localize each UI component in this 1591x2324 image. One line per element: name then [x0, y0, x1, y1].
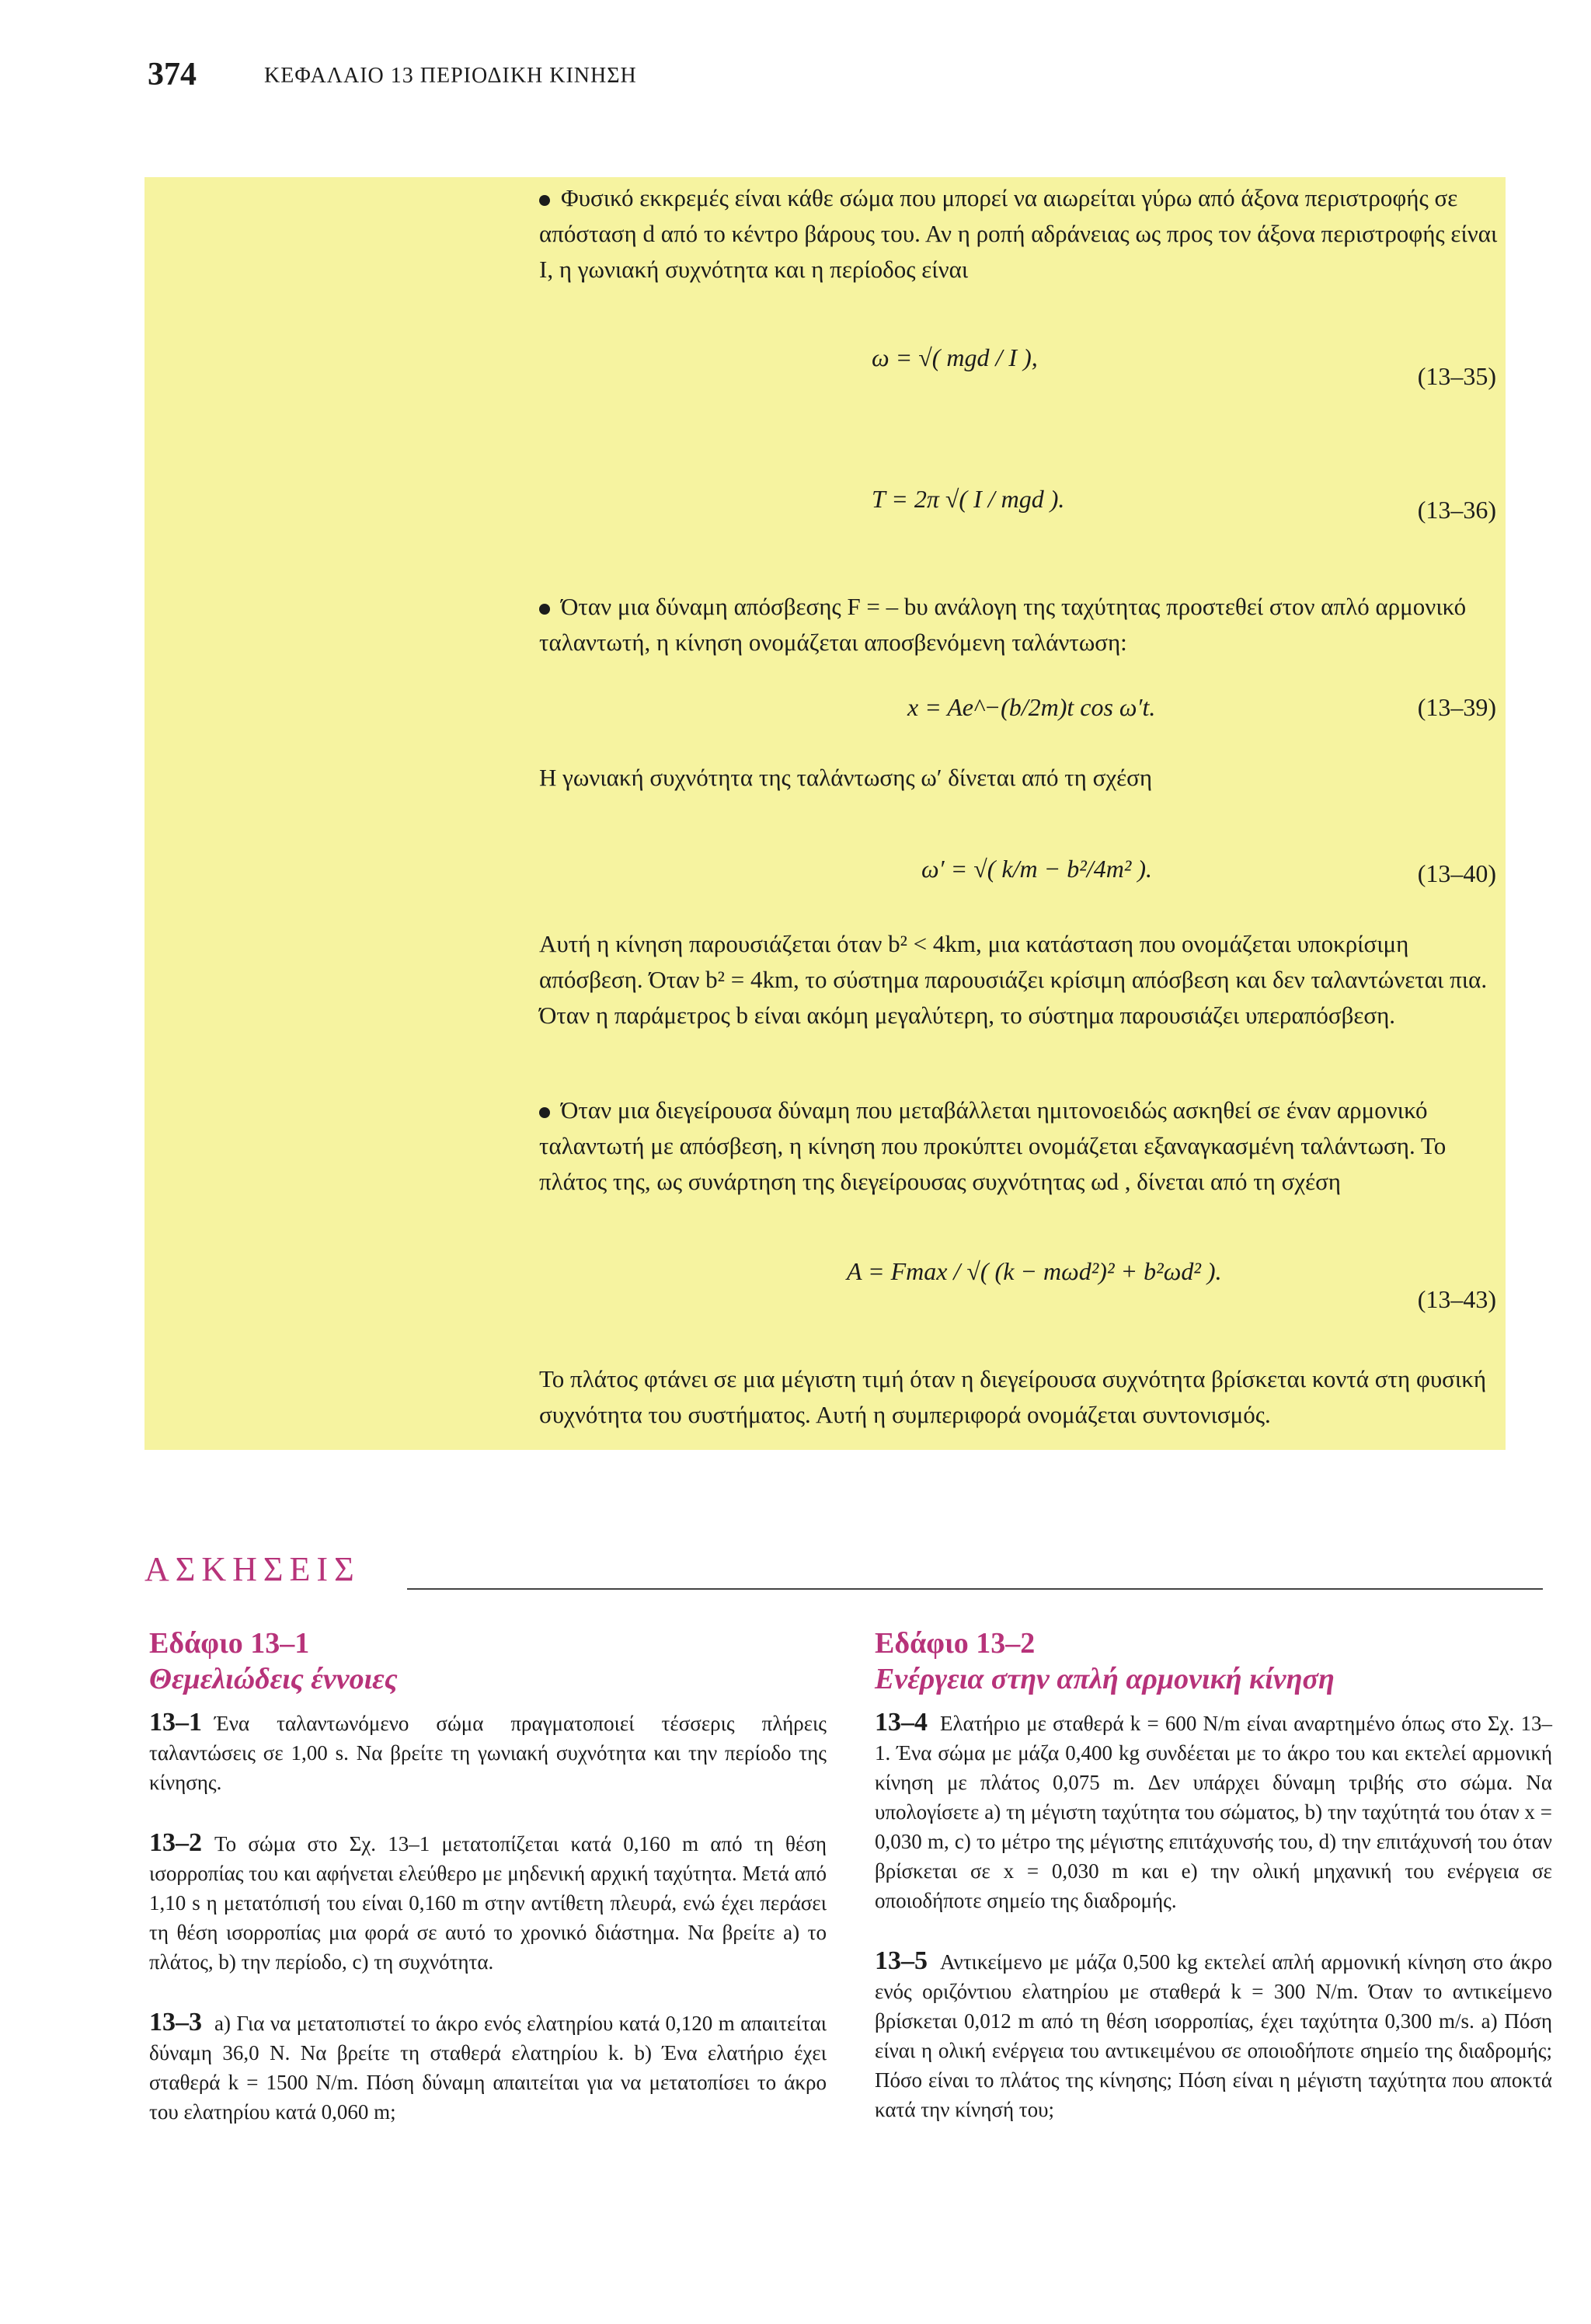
page-number: 374: [148, 57, 197, 92]
summary-paragraph-physical-pendulum: Φυσικό εκκρεμές είναι κάθε σώμα που μπορεί να αιωρείται γύρω από άξονα περιστροφής σε απόσταση d από το κέντρο βάρους του. Αν η ροπή αδράνειας ως προς τον άξονα περιστροφής είναι I, η γωνιακή συχνότητα και η περίοδος είναι: [539, 184, 1498, 283]
section-subheading: Θεμελιώδεις έννοιες: [149, 1663, 398, 1695]
exercise-item: 13–4 Ελατήριο με σταθερά k = 600 N/m είναι αναρτημένο όπως στο Σχ. 13–1. Ένα σώμα με μάζα 0,400 kg συνδέεται με το άκρο του και εκτελεί αρμονική κίνηση με πλάτος 0,075 m. Δεν υπάρχει δύναμη τριβής στο σώμα. Να υπολογίσετε a) τη μέγιστη ταχύτητα του σώματος, b) την ταχύτητά του όταν x = 0,030 m, c) το μέτρο της μέγιστης επιτάχυνσής του, d) την επιτάχυνσή του όταν βρίσκεται σε x = 0,030 m και e) την ολική μηχανική του ενέργεια σε οποιοδήποτε σημείο της διαδρομής.: [875, 1708, 1552, 1912]
equation-number-13-40: (13–40): [1417, 859, 1496, 887]
equation-13-39: x = Ae^−(b/2m)t cos ω′t.: [907, 693, 1156, 721]
header-rule: [407, 1588, 1543, 1590]
exercise-number: 13–3: [149, 2008, 202, 2037]
equation-number-13-39: (13–39): [1417, 693, 1496, 721]
equation-13-35: ω = √( mgd / I ),: [872, 343, 1038, 371]
summary-paragraph-resonance: Το πλάτος φτάνει σε μια μέγιστη τιμή όταν η διεγείρουσα συχνότητα βρίσκεται κοντά στη φυσική συχνότητα του συστήματος. Αυτή η συμπεριφορά ονομάζεται συντονισμός.: [539, 1365, 1487, 1428]
summary-paragraph-forced: Όταν μια διεγείρουσα δύναμη που μεταβάλλεται ημιτονοειδώς ασκηθεί σε έναν αρμονικό ταλαντωτή με απόσβεση, η κίνηση που προκύπτει ονομάζεται εξαναγκασμένη ταλάντωση. Το πλάτος της, ως συνάρτηση της διεγείρουσας συχνότητας ωd , δίνεται από τη σχέση: [539, 1096, 1447, 1195]
exercise-item: 13–3 a) Για να μετατοπιστεί το άκρο ενός ελατηρίου κατά 0,120 m απαιτείται δύναμη 36,0 N. Να βρείτε τη σταθερά ελατηρίου k. b) Ένα ελατήριο έχει σταθερά k = 1500 N/m. Πόση δύναμη απαιτείται για να μετατοπίσει το άκρο του ελατηρίου κατά 0,060 m;: [149, 2008, 827, 2124]
exercise-item: 13–1 Ένα ταλαντωνόμενο σώμα πραγματοποιεί τέσσερις πλήρεις ταλαντώσεις σε 1,00 s. Να βρείτε τη γωνιακή συχνότητα και την περίοδο της κίνησης.: [149, 1708, 827, 1794]
exercises-right-column: [875, 1625, 1552, 2155]
exercises-header: [144, 1549, 1543, 1596]
exercise-number: 13–4: [875, 1708, 928, 1737]
exercises-left-column: [149, 1625, 827, 2158]
equation-13-40: ω′ = √( k/m − b²/4m² ).: [921, 855, 1153, 883]
section-heading: Εδάφιο 13–1: [149, 1627, 310, 1660]
equation-number-13-35: (13–35): [1417, 362, 1496, 390]
exercise-number: 13–5: [875, 1946, 928, 1975]
exercise-item: 13–2 Το σώμα στο Σχ. 13–1 μετατοπίζεται κατά 0,160 m από τη θέση ισορροπίας του και αφήνεται ελεύθερο με μηδενική αρχική ταχύτητα. Μετά από 1,10 s η μετατόπισή του είναι 0,160 m στην αντίθετη πλευρά, ενώ έχει περάσει τη θέση ισορροπίας μια φορά σε αυτό το χρονικό διάστημα. Να βρείτε a) το πλάτος, b) την περίοδο, c) τη συχνότητα.: [149, 1828, 827, 1974]
bullet-icon: [539, 604, 550, 615]
bullet-icon: [539, 1107, 550, 1118]
equation-13-43: A = Fmax / √( (k − mωd²)² + b²ωd² ).: [847, 1257, 1222, 1285]
summary-paragraph-angular-frequency: Η γωνιακή συχνότητα της ταλάντωσης ω′ δίνεται από τη σχέση: [539, 764, 1153, 791]
summary-paragraph-damping-regimes: Αυτή η κίνηση παρουσιάζεται όταν b² < 4km, μια κατάσταση που ονομάζεται υποκρίσιμη απόσβεση. Όταν b² = 4km, το σύστημα παρουσιάζει κρίσιμη απόσβεση και δεν ταλαντώνεται πια. Όταν η παράμετρος b είναι ακόμη μεγαλύτερη, το σύστημα παρουσιάζει υπεραπόσβεση.: [539, 930, 1488, 1029]
section-subheading: Ενέργεια στην απλή αρμονική κίνηση: [875, 1663, 1335, 1695]
exercises-title: ΑΣΚΗΣΕΙΣ: [144, 1550, 360, 1588]
equation-number-13-43: (13–43): [1417, 1285, 1496, 1313]
bullet-icon: [539, 195, 550, 206]
chapter-title: ΚΕΦΑΛΑΙΟ 13 ΠΕΡΙΟΔΙΚΗ ΚΙΝΗΣΗ: [264, 64, 637, 88]
exercise-item: 13–5 Αντικείμενο με μάζα 0,500 kg εκτελεί απλή αρμονική κίνηση στο άκρο ενός οριζόντιου ελατηρίου με σταθερά k = 300 N/m. Όταν το αντικείμενο βρίσκεται 0,012 m από τη θέση ισορροπίας, έχει ταχύτητα 0,300 m/s. a) Πόση είναι η ολική ενέργεια του αντικειμένου σε οποιοδήποτε σημείο της διαδρομής; Πόσο είναι το πλάτος της κίνησης; Πόση είναι η μέγιστη ταχύτητα που αποκτά κατά την κίνησή του;: [875, 1946, 1552, 2121]
exercise-number: 13–1: [149, 1708, 202, 1737]
exercise-number: 13–2: [149, 1828, 202, 1857]
equation-number-13-36: (13–36): [1417, 496, 1496, 524]
chapter-summary-box: [144, 177, 1506, 1450]
section-heading: Εδάφιο 13–2: [875, 1627, 1036, 1660]
equation-13-36: T = 2π √( I / mgd ).: [872, 485, 1065, 513]
summary-paragraph-damped: Όταν μια δύναμη απόσβεσης F = – bυ ανάλογη της ταχύτητας προστεθεί στον απλό αρμονικό ταλαντωτή, η κίνηση ονομάζεται αποσβενόμενη ταλάντωση:: [539, 593, 1467, 656]
